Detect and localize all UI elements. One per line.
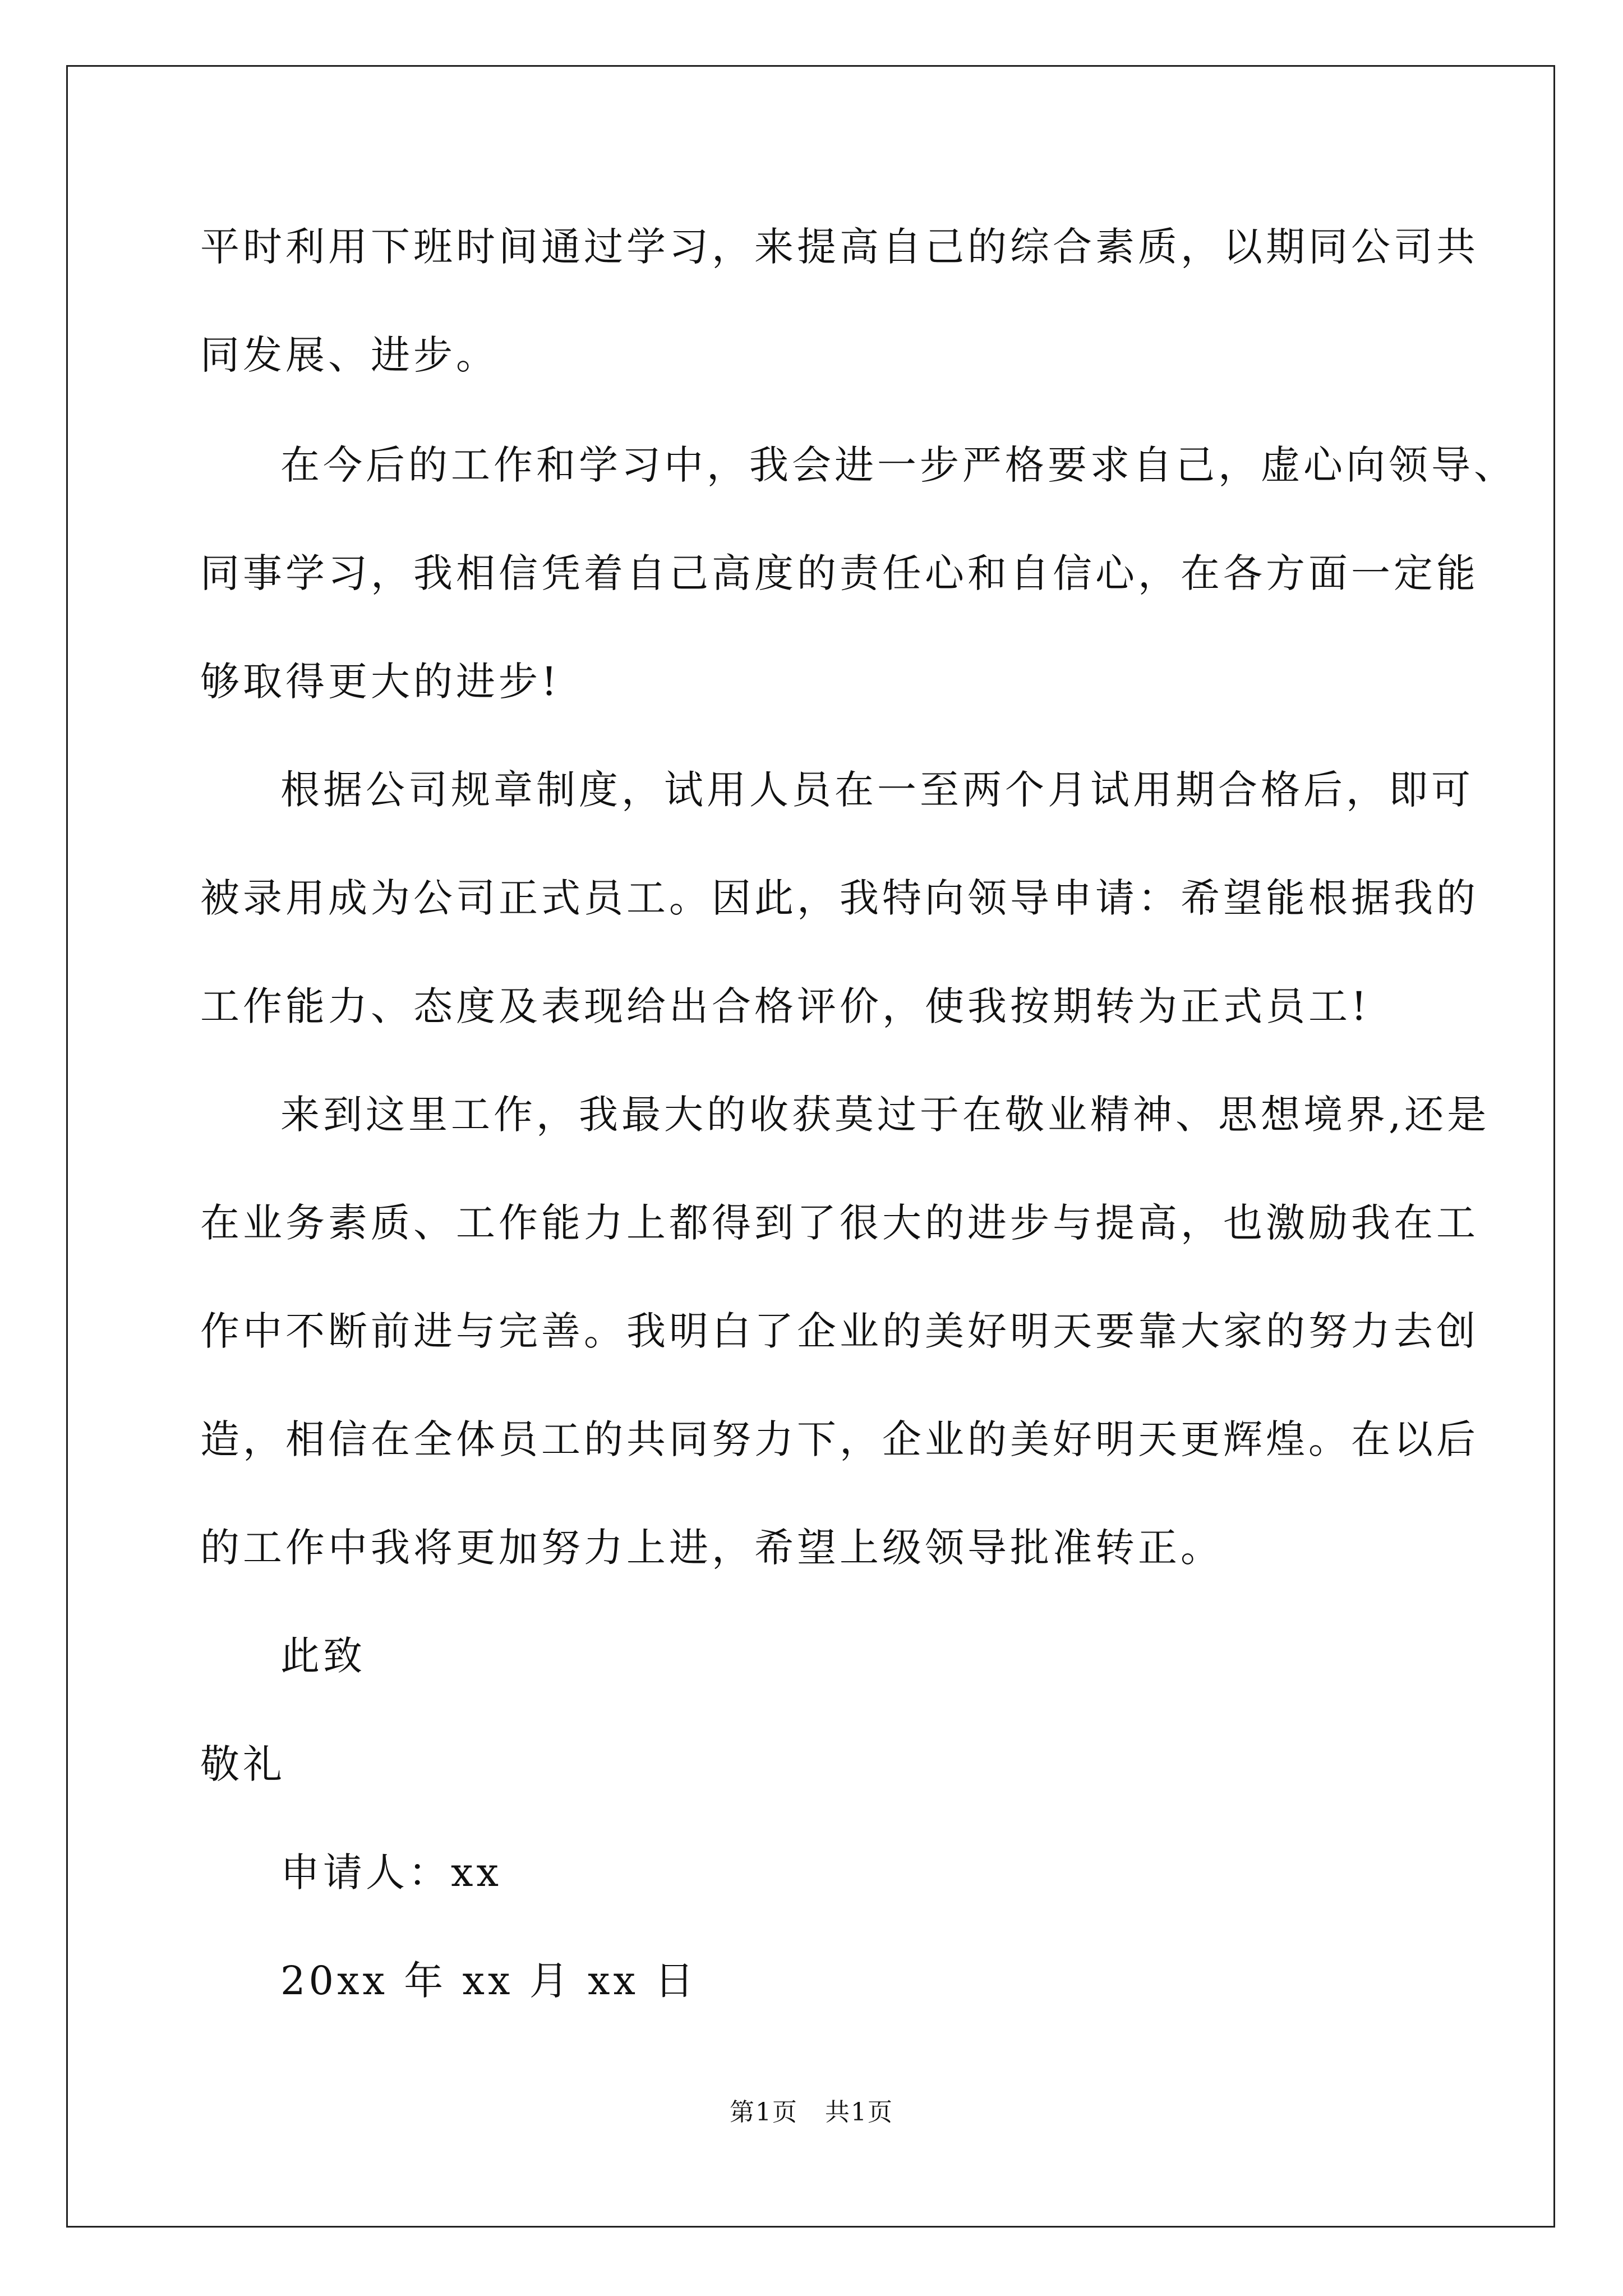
body-line: 的工作中我将更加努力上进，希望上级领导批准转正。 [200, 1525, 1223, 1571]
body-line: 被录用成为公司正式员工。因此，我特向领导申请：希望能根据我的 [200, 875, 1479, 921]
body-line: 造，相信在全体员工的共同努力下，企业的美好明天更辉煌。在以后 [200, 1416, 1479, 1462]
body-line: 在今后的工作和学习中，我会进一步严格要求自己，虚心向领导、 [280, 442, 1516, 488]
page-footer: 第1页 共1页 [730, 2098, 893, 2127]
page-border [66, 65, 1555, 2228]
body-line: 同事学习，我相信凭着自己高度的责任心和自信心，在各方面一定能 [200, 550, 1479, 596]
body-line: 工作能力、态度及表现给出合格评价，使我按期转为正式员工! [200, 983, 1371, 1029]
body-line: 来到这里工作，我最大的收获莫过于在敬业精神、思想境界,还是 [280, 1092, 1490, 1138]
date: 20xx 年 xx 月 xx 日 [280, 1958, 698, 2004]
body-line: 根据公司规章制度，试用人员在一至两个月试用期合格后，即可 [280, 767, 1474, 813]
salutation: 敬礼 [200, 1741, 285, 1787]
body-line: 同发展、进步。 [200, 332, 499, 378]
closing: 此致 [280, 1633, 366, 1679]
applicant: 申请人：xx [280, 1849, 502, 1895]
body-line: 在业务素质、工作能力上都得到了很大的进步与提高，也激励我在工 [200, 1200, 1479, 1246]
body-line: 作中不断前进与完善。我明白了企业的美好明天要靠大家的努力去创 [200, 1308, 1479, 1354]
body-line: 平时利用下班时间通过学习，来提高自己的综合素质，以期同公司共 [200, 224, 1479, 270]
body-line: 够取得更大的进步! [200, 659, 561, 705]
